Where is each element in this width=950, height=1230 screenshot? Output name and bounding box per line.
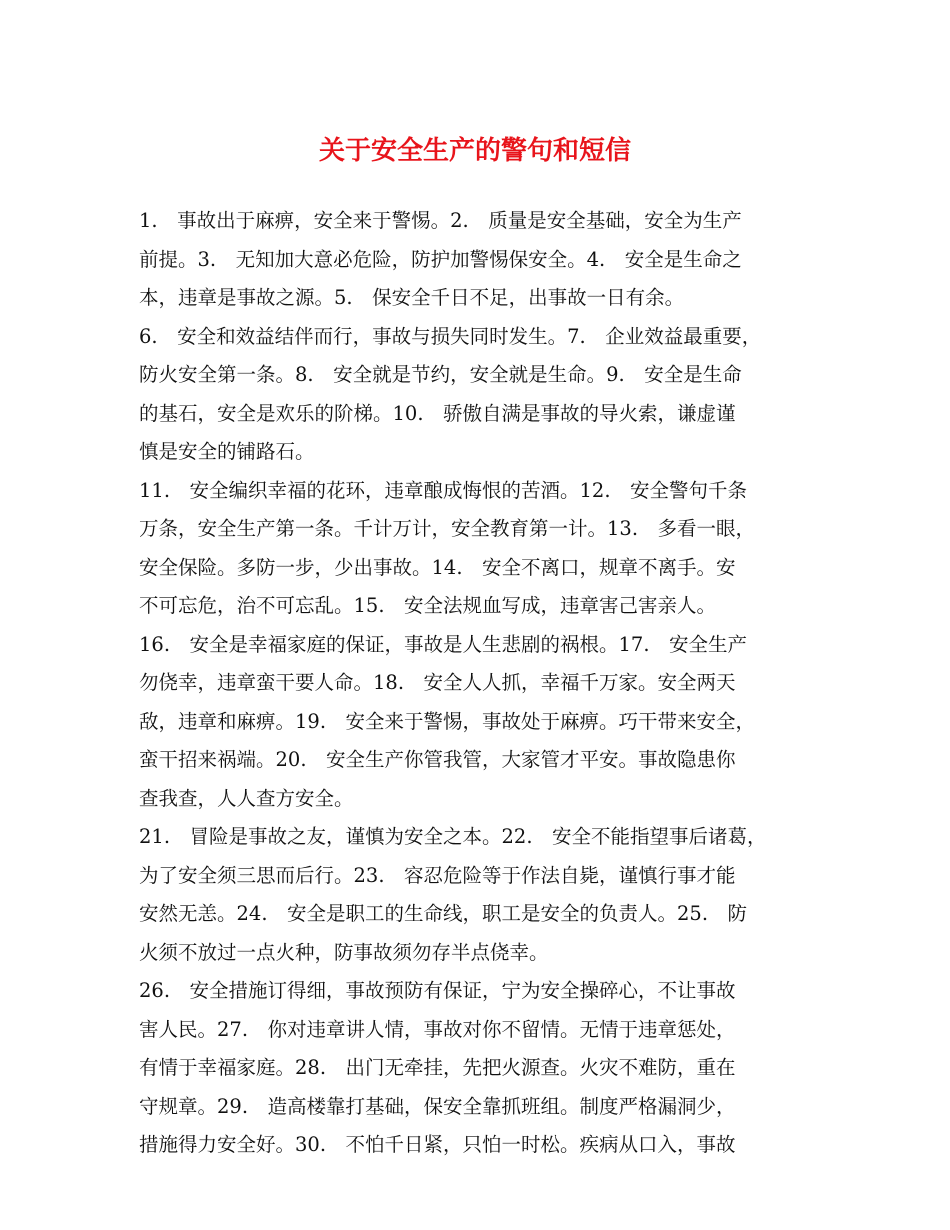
text-line: 26. 安全措施订得细，事故预防有保证，宁为安全操碎心，不让事故 bbox=[139, 979, 736, 1002]
text-line: 安然无恙。24. 安全是职工的生命线，职工是安全的负责人。25. 防 bbox=[139, 902, 748, 925]
document-body bbox=[139, 202, 819, 1165]
paragraph bbox=[139, 626, 819, 819]
text-line: 11. 安全编织幸福的花环，违章酿成悔恨的苦酒。12. 安全警句千条 bbox=[139, 478, 748, 502]
text-line: 敌，违章和麻痹。19. 安全来于警惕，事故处于麻痹。巧干带来安全， bbox=[139, 709, 756, 733]
text-line: 守规章。29. 造高楼靠打基础，保安全靠抓班组。制度严格漏洞少， bbox=[139, 1094, 736, 1118]
text-line: 1. 事故出于麻痹，安全来于警惕。2. 质量是安全基础，安全为生产 bbox=[139, 209, 742, 232]
text-line: 万条，安全生产第一条。千计万计，安全教育第一计。13. 多看一眼， bbox=[139, 517, 756, 540]
text-line: 21. 冒险是事故之友，谨慎为安全之本。22. 安全不能指望事后诸葛， bbox=[139, 825, 767, 848]
text-line: 害人民。27. 你对违章讲人情，事故对你不留情。无情于违章惩处， bbox=[139, 1017, 736, 1041]
text-line: 火须不放过一点火种，防事故须勿存半点侥幸。 bbox=[139, 940, 549, 964]
text-line: 6. 安全和效益结伴而行，事故与损失同时发生。7. 企业效益最重要， bbox=[139, 324, 762, 348]
text-line: 有情于幸福家庭。28. 出门无牵挂，先把火源查。火灾不难防，重在 bbox=[139, 1056, 736, 1079]
text-line: 勿侥幸，违章蛮干要人命。18. 安全人人抓，幸福千万家。安全两天 bbox=[139, 671, 736, 694]
text-line: 查我查，人人查方安全。 bbox=[139, 786, 354, 810]
text-line: 本，违章是事故之源。5. 保安全千日不足，出事故一日有余。 bbox=[139, 286, 685, 309]
text-line: 16. 安全是幸福家庭的保证，事故是人生悲剧的祸根。17. 安全生产 bbox=[139, 632, 748, 656]
paragraph bbox=[139, 202, 819, 318]
text-line: 前提。3. 无知加大意必危险，防护加警惕保安全。4. 安全是生命之 bbox=[139, 247, 742, 271]
text-line: 安全保险。多防一步，少出事故。14. 安全不离口，规章不离手。安 bbox=[139, 555, 736, 579]
text-line: 不可忘危，治不可忘乱。15. 安全法规血写成，违章害己害亲人。 bbox=[139, 594, 717, 617]
text-line: 为了安全须三思而后行。23. 容忍危险等于作法自毙，谨慎行事才能 bbox=[139, 863, 736, 887]
page-title: 关于安全生产的警句和短信 bbox=[318, 136, 631, 166]
text-line: 蛮干招来祸端。20. 安全生产你管我管，大家管才平安。事故隐患你 bbox=[139, 748, 736, 771]
paragraph bbox=[139, 972, 819, 1165]
paragraph bbox=[139, 818, 819, 972]
text-line: 措施得力安全好。30. 不怕千日紧，只怕一时松。疾病从口入，事故 bbox=[139, 1133, 736, 1156]
text-line: 慎是安全的铺路石。 bbox=[139, 440, 315, 463]
paragraph bbox=[139, 472, 819, 626]
paragraph bbox=[139, 318, 819, 472]
text-line: 的基石，安全是欢乐的阶梯。10. 骄傲自满是事故的导火索，谦虚谨 bbox=[139, 401, 736, 425]
text-line: 防火安全第一条。8. 安全就是节约，安全就是生命。9. 安全是生命 bbox=[139, 363, 742, 386]
